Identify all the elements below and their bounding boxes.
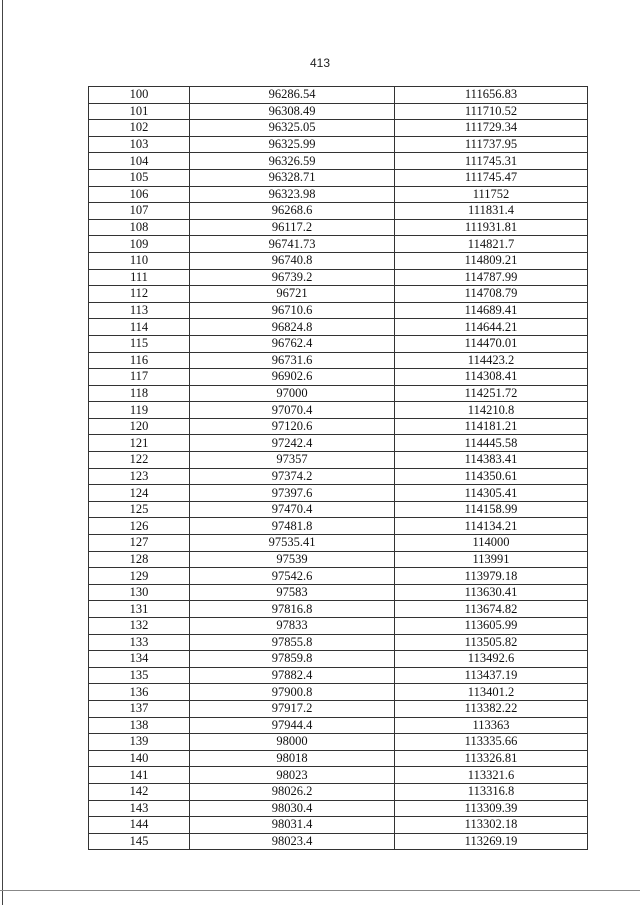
table-row [89, 767, 588, 784]
table-row [89, 651, 588, 668]
coordinates-table-body [89, 87, 588, 850]
x-coordinate-cell: 97535.41 [190, 535, 395, 552]
table-row [89, 169, 588, 186]
point-number-cell: 137 [89, 700, 190, 717]
y-coordinate-cell: 113335.66 [395, 734, 588, 751]
y-coordinate-cell: 111745.31 [395, 153, 588, 170]
x-coordinate-cell: 96741.73 [190, 236, 395, 253]
point-number-cell: 138 [89, 717, 190, 734]
table-row [89, 734, 588, 751]
point-number-cell: 102 [89, 120, 190, 137]
y-coordinate-cell: 113321.6 [395, 767, 588, 784]
table-row [89, 153, 588, 170]
x-coordinate-cell: 97833 [190, 618, 395, 635]
y-coordinate-cell: 114251.72 [395, 385, 588, 402]
y-coordinate-cell: 114787.99 [395, 269, 588, 286]
point-number-cell: 130 [89, 584, 190, 601]
table-row [89, 286, 588, 303]
point-number-cell: 109 [89, 236, 190, 253]
scan-edge-left [2, 0, 3, 905]
table-row [89, 518, 588, 535]
table-row [89, 452, 588, 469]
point-number-cell: 141 [89, 767, 190, 784]
x-coordinate-cell: 97900.8 [190, 684, 395, 701]
y-coordinate-cell: 113309.39 [395, 800, 588, 817]
point-number-cell: 119 [89, 402, 190, 419]
y-coordinate-cell: 114821.7 [395, 236, 588, 253]
table-row [89, 252, 588, 269]
y-coordinate-cell: 113269.19 [395, 833, 588, 850]
table-row [89, 634, 588, 651]
x-coordinate-cell: 96710.6 [190, 302, 395, 319]
x-coordinate-cell: 98030.4 [190, 800, 395, 817]
x-coordinate-cell: 97070.4 [190, 402, 395, 419]
table-row [89, 833, 588, 850]
x-coordinate-cell: 96731.6 [190, 352, 395, 369]
point-number-cell: 116 [89, 352, 190, 369]
table-row [89, 236, 588, 253]
table-row [89, 485, 588, 502]
y-coordinate-cell: 113316.8 [395, 783, 588, 800]
point-number-cell: 124 [89, 485, 190, 502]
x-coordinate-cell: 98023 [190, 767, 395, 784]
x-coordinate-cell: 97000 [190, 385, 395, 402]
x-coordinate-cell: 97242.4 [190, 435, 395, 452]
point-number-cell: 135 [89, 667, 190, 684]
table-row [89, 667, 588, 684]
table-row [89, 551, 588, 568]
y-coordinate-cell: 113674.82 [395, 601, 588, 618]
point-number-cell: 129 [89, 568, 190, 585]
y-coordinate-cell: 113605.99 [395, 618, 588, 635]
x-coordinate-cell: 97539 [190, 551, 395, 568]
y-coordinate-cell: 113382.22 [395, 700, 588, 717]
point-number-cell: 106 [89, 186, 190, 203]
point-number-cell: 132 [89, 618, 190, 635]
table-row [89, 87, 588, 104]
y-coordinate-cell: 111752 [395, 186, 588, 203]
x-coordinate-cell: 96902.6 [190, 369, 395, 386]
x-coordinate-cell: 96323.98 [190, 186, 395, 203]
y-coordinate-cell: 113630.41 [395, 584, 588, 601]
x-coordinate-cell: 97120.6 [190, 418, 395, 435]
point-number-cell: 139 [89, 734, 190, 751]
y-coordinate-cell: 113302.18 [395, 817, 588, 834]
point-number-cell: 113 [89, 302, 190, 319]
y-coordinate-cell: 114809.21 [395, 252, 588, 269]
x-coordinate-cell: 97470.4 [190, 501, 395, 518]
point-number-cell: 101 [89, 103, 190, 120]
x-coordinate-cell: 96286.54 [190, 87, 395, 104]
point-number-cell: 110 [89, 252, 190, 269]
table-row [89, 700, 588, 717]
x-coordinate-cell: 98018 [190, 750, 395, 767]
table-row [89, 136, 588, 153]
point-number-cell: 128 [89, 551, 190, 568]
y-coordinate-cell: 114470.01 [395, 335, 588, 352]
x-coordinate-cell: 96326.59 [190, 153, 395, 170]
table-row [89, 568, 588, 585]
point-number-cell: 112 [89, 286, 190, 303]
x-coordinate-cell: 96328.71 [190, 169, 395, 186]
y-coordinate-cell: 111931.81 [395, 219, 588, 236]
table-row [89, 535, 588, 552]
y-coordinate-cell: 114383.41 [395, 452, 588, 469]
y-coordinate-cell: 114708.79 [395, 286, 588, 303]
y-coordinate-cell: 113437.19 [395, 667, 588, 684]
point-number-cell: 125 [89, 501, 190, 518]
table-row [89, 468, 588, 485]
point-number-cell: 131 [89, 601, 190, 618]
x-coordinate-cell: 97374.2 [190, 468, 395, 485]
y-coordinate-cell: 114308.41 [395, 369, 588, 386]
point-number-cell: 103 [89, 136, 190, 153]
table-row [89, 618, 588, 635]
y-coordinate-cell: 113326.81 [395, 750, 588, 767]
y-coordinate-cell: 114181.21 [395, 418, 588, 435]
point-number-cell: 117 [89, 369, 190, 386]
x-coordinate-cell: 97481.8 [190, 518, 395, 535]
point-number-cell: 140 [89, 750, 190, 767]
coordinates-table [88, 86, 588, 850]
x-coordinate-cell: 96308.49 [190, 103, 395, 120]
table-row [89, 817, 588, 834]
x-coordinate-cell: 97542.6 [190, 568, 395, 585]
y-coordinate-cell: 114000 [395, 535, 588, 552]
table-row [89, 186, 588, 203]
y-coordinate-cell: 113401.2 [395, 684, 588, 701]
x-coordinate-cell: 97855.8 [190, 634, 395, 651]
point-number-cell: 126 [89, 518, 190, 535]
x-coordinate-cell: 96325.99 [190, 136, 395, 153]
y-coordinate-cell: 111737.95 [395, 136, 588, 153]
y-coordinate-cell: 114423.2 [395, 352, 588, 369]
table-row [89, 717, 588, 734]
y-coordinate-cell: 114134.21 [395, 518, 588, 535]
y-coordinate-cell: 114158.99 [395, 501, 588, 518]
table-row [89, 750, 588, 767]
y-coordinate-cell: 114305.41 [395, 485, 588, 502]
table-row [89, 219, 588, 236]
y-coordinate-cell: 113363 [395, 717, 588, 734]
x-coordinate-cell: 96762.4 [190, 335, 395, 352]
x-coordinate-cell: 97917.2 [190, 700, 395, 717]
x-coordinate-cell: 96721 [190, 286, 395, 303]
y-coordinate-cell: 113505.82 [395, 634, 588, 651]
table-row [89, 335, 588, 352]
table-row [89, 684, 588, 701]
point-number-cell: 127 [89, 535, 190, 552]
page-number: 413 [309, 56, 331, 70]
x-coordinate-cell: 98023.4 [190, 833, 395, 850]
y-coordinate-cell: 114210.8 [395, 402, 588, 419]
table-row [89, 269, 588, 286]
point-number-cell: 122 [89, 452, 190, 469]
point-number-cell: 136 [89, 684, 190, 701]
table-row [89, 435, 588, 452]
x-coordinate-cell: 97944.4 [190, 717, 395, 734]
point-number-cell: 107 [89, 203, 190, 220]
point-number-cell: 108 [89, 219, 190, 236]
x-coordinate-cell: 98000 [190, 734, 395, 751]
table-row [89, 402, 588, 419]
point-number-cell: 120 [89, 418, 190, 435]
table-row [89, 302, 588, 319]
x-coordinate-cell: 98026.2 [190, 783, 395, 800]
point-number-cell: 142 [89, 783, 190, 800]
x-coordinate-cell: 97583 [190, 584, 395, 601]
point-number-cell: 105 [89, 169, 190, 186]
y-coordinate-cell: 111831.4 [395, 203, 588, 220]
x-coordinate-cell: 96740.8 [190, 252, 395, 269]
table-row [89, 369, 588, 386]
point-number-cell: 111 [89, 269, 190, 286]
table-row [89, 103, 588, 120]
table-row [89, 120, 588, 137]
y-coordinate-cell: 111745.47 [395, 169, 588, 186]
x-coordinate-cell: 96739.2 [190, 269, 395, 286]
table-row [89, 783, 588, 800]
table-row [89, 501, 588, 518]
scan-edge-bottom [0, 890, 640, 891]
y-coordinate-cell: 111656.83 [395, 87, 588, 104]
point-number-cell: 123 [89, 468, 190, 485]
point-number-cell: 114 [89, 319, 190, 336]
point-number-cell: 144 [89, 817, 190, 834]
table-row [89, 203, 588, 220]
x-coordinate-cell: 97859.8 [190, 651, 395, 668]
x-coordinate-cell: 96824.8 [190, 319, 395, 336]
point-number-cell: 115 [89, 335, 190, 352]
y-coordinate-cell: 114350.61 [395, 468, 588, 485]
table-row [89, 418, 588, 435]
y-coordinate-cell: 111710.52 [395, 103, 588, 120]
y-coordinate-cell: 113991 [395, 551, 588, 568]
x-coordinate-cell: 97357 [190, 452, 395, 469]
table-row [89, 352, 588, 369]
x-coordinate-cell: 97882.4 [190, 667, 395, 684]
x-coordinate-cell: 97397.6 [190, 485, 395, 502]
y-coordinate-cell: 114689.41 [395, 302, 588, 319]
point-number-cell: 133 [89, 634, 190, 651]
x-coordinate-cell: 96325.05 [190, 120, 395, 137]
table-row [89, 601, 588, 618]
point-number-cell: 121 [89, 435, 190, 452]
point-number-cell: 145 [89, 833, 190, 850]
y-coordinate-cell: 114445.58 [395, 435, 588, 452]
x-coordinate-cell: 98031.4 [190, 817, 395, 834]
table-row [89, 800, 588, 817]
table-row [89, 385, 588, 402]
point-number-cell: 143 [89, 800, 190, 817]
point-number-cell: 104 [89, 153, 190, 170]
point-number-cell: 100 [89, 87, 190, 104]
x-coordinate-cell: 96117.2 [190, 219, 395, 236]
point-number-cell: 118 [89, 385, 190, 402]
table-row [89, 319, 588, 336]
x-coordinate-cell: 97816.8 [190, 601, 395, 618]
y-coordinate-cell: 113492.6 [395, 651, 588, 668]
x-coordinate-cell: 96268.6 [190, 203, 395, 220]
y-coordinate-cell: 111729.34 [395, 120, 588, 137]
y-coordinate-cell: 113979.18 [395, 568, 588, 585]
table-row [89, 584, 588, 601]
y-coordinate-cell: 114644.21 [395, 319, 588, 336]
point-number-cell: 134 [89, 651, 190, 668]
